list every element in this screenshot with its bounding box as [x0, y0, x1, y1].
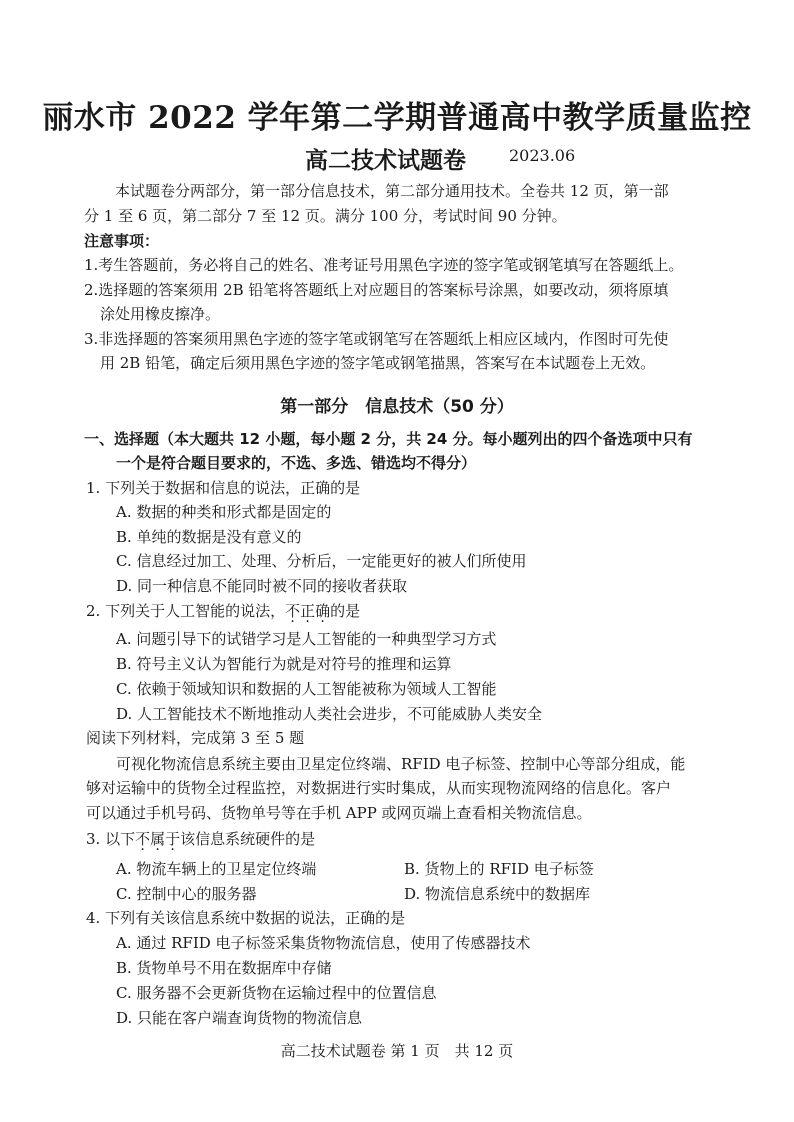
q3-option-b: B. 货物上的 RFID 电子标签: [404, 860, 594, 878]
note-2-line-1: 2.选择题的答案须用 2B 铅笔将答题纸上对应题目的答案标号涂黑，如要改动，须将原填: [84, 281, 669, 299]
exam-date: 2023.06: [509, 146, 576, 165]
section-title: 第一部分 信息技术（50 分）: [280, 397, 514, 417]
notes-heading: 注意事项：: [84, 232, 160, 250]
q2-emphasis-char-1: 不: [285, 602, 301, 620]
q3-option-a: A. 物流车辆上的卫星定位终端: [116, 860, 317, 878]
note-3-line-2: 用 2B 铅笔，确定后须用黑色字迹的签字笔或钢笔描黑，答案写在本试题卷上无效。: [100, 354, 656, 372]
page-footer: 高二技术试题卷 第 1 页 共 12 页: [280, 1042, 514, 1060]
intro-line-1: 本试题卷分两部分，第一部分信息技术，第二部分通用技术。全卷共 12 页，第一部: [115, 182, 669, 200]
q2-option-b: B. 符号主义认为智能行为就是对符号的推理和运算: [116, 655, 452, 673]
q1-option-b: B. 单纯的数据是没有意义的: [116, 528, 302, 546]
part1-heading-line-2: 一个是符合题目要求的，不选、多选、错选均不得分）: [116, 454, 477, 472]
reading-paragraph-line-3: 可以通过手机号码、货物单号等在手机 APP 或网页端上查看相关物流信息。: [86, 804, 592, 822]
q4-option-a: A. 通过 RFID 电子标签采集货物物流信息，使用了传感器技术: [116, 934, 531, 952]
q3-stem-prefix: 3. 以下: [86, 830, 136, 848]
reading-paragraph-line-2: 够对运输中的货物全过程监控，对数据进行实时集成，从而实现物流网络的信息化。客户: [86, 779, 672, 797]
q4-option-b: B. 货物单号不用在数据库中存储: [116, 959, 332, 977]
q1-option-d: D. 同一种信息不能同时被不同的接收者获取: [116, 577, 408, 595]
q3-emphasis-char-1: 不: [135, 830, 151, 848]
q4-option-c: C. 服务器不会更新货物在运输过程中的位置信息: [116, 984, 437, 1002]
q2-option-a: A. 问题引导下的试错学习是人工智能的一种典型学习方式: [116, 630, 497, 648]
reading-lead: 阅读下列材料，完成第 3 至 5 题: [86, 729, 305, 747]
q3-stem: [86, 828, 315, 849]
note-2-line-2: 涂处用橡皮擦净。: [100, 305, 221, 323]
q3-option-d: D. 物流信息系统中的数据库: [404, 885, 591, 903]
q3-option-c: C. 控制中心的服务器: [116, 885, 257, 903]
q1-option-c: C. 信息经过加工、处理、分析后，一定能更好的被人们所使用: [116, 552, 527, 570]
q2-stem-suffix: 的是: [330, 602, 361, 620]
page-subtitle: 高二技术试题卷: [305, 147, 466, 174]
q2-stem-prefix: 2. 下列关于人工智能的说法，: [86, 602, 286, 620]
q4-option-d: D. 只能在客户端查询货物的物流信息: [116, 1009, 363, 1027]
intro-line-2: 分 1 至 6 页，第二部分 7 至 12 页。满分 100 分，考试时间 90 分钟。: [84, 207, 567, 225]
q3-stem-suffix: 该信息系统硬件的是: [180, 830, 316, 848]
q2-option-c: C. 依赖于领域知识和数据的人工智能被称为领域人工智能: [116, 680, 497, 698]
reading-paragraph-line-1: 可视化物流信息系统主要由卫星定位终端、RFID 电子标签、控制中心等部分组成，能: [116, 755, 686, 773]
q2-emphasis-char-3: 确: [315, 602, 331, 620]
q2-option-d: D. 人工智能技术不断地推动人类社会进步，不可能威胁人类安全: [116, 705, 543, 723]
q3-emphasis-char-3: 于: [165, 830, 181, 848]
part1-heading-line-1: 一、选择题（本大题共 12 小题，每小题 2 分，共 24 分。每小题列出的四个备选项中只有: [84, 430, 693, 448]
q2-stem: [86, 600, 360, 621]
page-title: 丽水市 2022 学年第二学期普通高中教学质量监控: [42, 100, 752, 136]
q2-emphasis-char-2: 正: [300, 602, 316, 620]
q1-stem: 1. 下列关于数据和信息的说法，正确的是: [86, 479, 361, 497]
note-1: 1.考生答题前，务必将自己的姓名、准考证号用黑色字迹的签字笔或钢笔填写在答题纸上。: [84, 256, 684, 274]
q4-stem: 4. 下列有关该信息系统中数据的说法，正确的是: [86, 909, 406, 927]
note-3-line-1: 3.非选择题的答案须用黑色字迹的签字笔或钢笔写在答题纸上相应区域内，作图时可先使: [84, 330, 669, 348]
q3-emphasis-char-2: 属: [150, 830, 166, 848]
q1-option-a: A. 数据的种类和形式都是固定的: [116, 503, 332, 521]
